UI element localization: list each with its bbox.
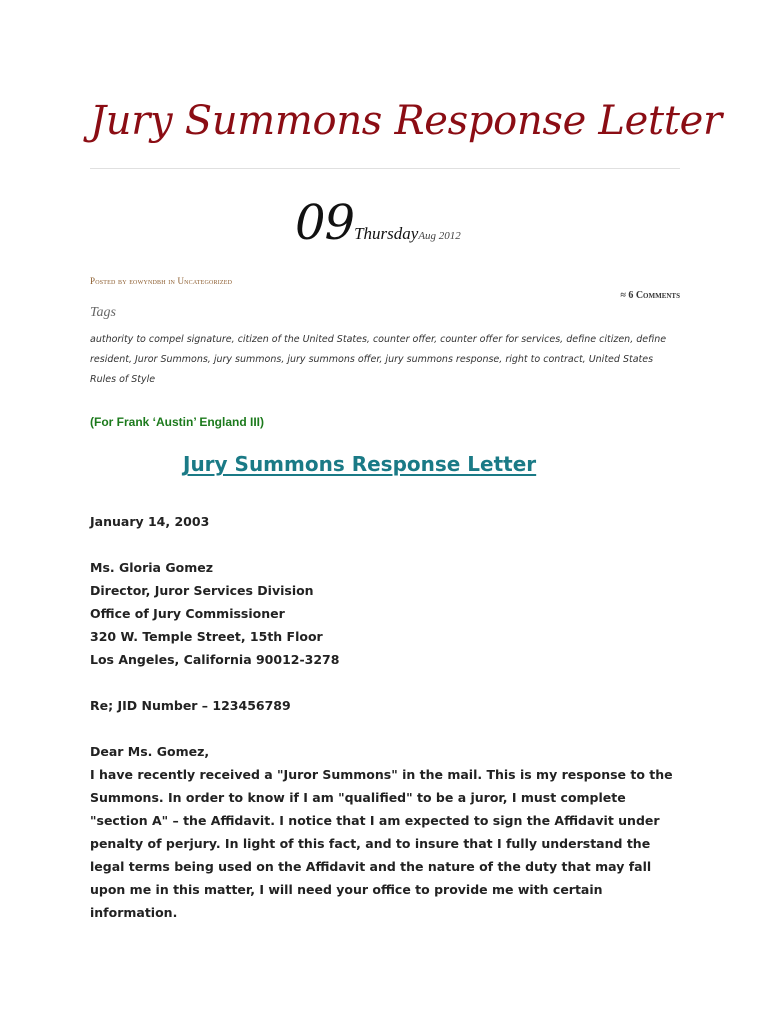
address-line: 320 W. Temple Street, 15th Floor: [90, 629, 323, 644]
letter-date: January 14, 2003: [90, 514, 210, 529]
tags-list[interactable]: authority to compel signature, citizen of the United States, counter offer, counter offer for services, define citizen, define resident, Juror Summons, jury summons, jury summons offer, jury summons response, right to contract, United States Rules of Style: [90, 334, 667, 385]
in-label: in: [168, 276, 175, 286]
date-month-year: Aug 2012: [418, 230, 461, 242]
body-line: Summons. In order to know if I am "qualified" to be a juror, I must complete: [90, 790, 626, 805]
body-line: information.: [90, 905, 178, 920]
title-divider: [90, 168, 680, 169]
letter-heading-link[interactable]: Jury Summons Response Letter: [183, 452, 537, 476]
comments-link[interactable]: ≈ 6 Comments: [620, 290, 680, 301]
address-line: Office of Jury Commissioner: [90, 606, 285, 621]
category-link[interactable]: Uncategorized: [177, 276, 233, 286]
post-date: [295, 195, 461, 251]
tags-heading: Tags: [90, 305, 116, 320]
author-link[interactable]: eowyndbh: [129, 276, 166, 286]
body-line: penalty of perjury. In light of this fact, and to insure that I fully understand the: [90, 836, 651, 851]
address-line: Los Angeles, California 90012-3278: [90, 652, 340, 667]
address-line: Ms. Gloria Gomez: [90, 560, 213, 575]
address-line: Director, Juror Services Division: [90, 583, 314, 598]
posted-by-label: Posted by: [90, 276, 127, 286]
page-title: Jury Summons Response Letter: [90, 98, 722, 144]
body-line: I have recently received a "Juror Summons" in the mail. This is my response to the: [90, 767, 673, 782]
salutation: Dear Ms. Gomez,: [90, 744, 210, 759]
letter-body: [90, 510, 680, 924]
body-line: upon me in this matter, I will need your office to provide me with certain: [90, 882, 603, 897]
date-day: 09: [295, 195, 355, 251]
body-line: legal terms being used on the Affidavit and the nature of the duty that may fall: [90, 859, 652, 874]
body-line: "section A" – the Affidavit. I notice that I am expected to sign the Affidavit under: [90, 813, 660, 828]
dedication-text: (For Frank ‘Austin’ England III): [90, 415, 265, 429]
reference-line: Re; JID Number – 123456789: [90, 698, 291, 713]
post-meta: [90, 276, 232, 286]
date-weekday: Thursday: [354, 224, 419, 243]
